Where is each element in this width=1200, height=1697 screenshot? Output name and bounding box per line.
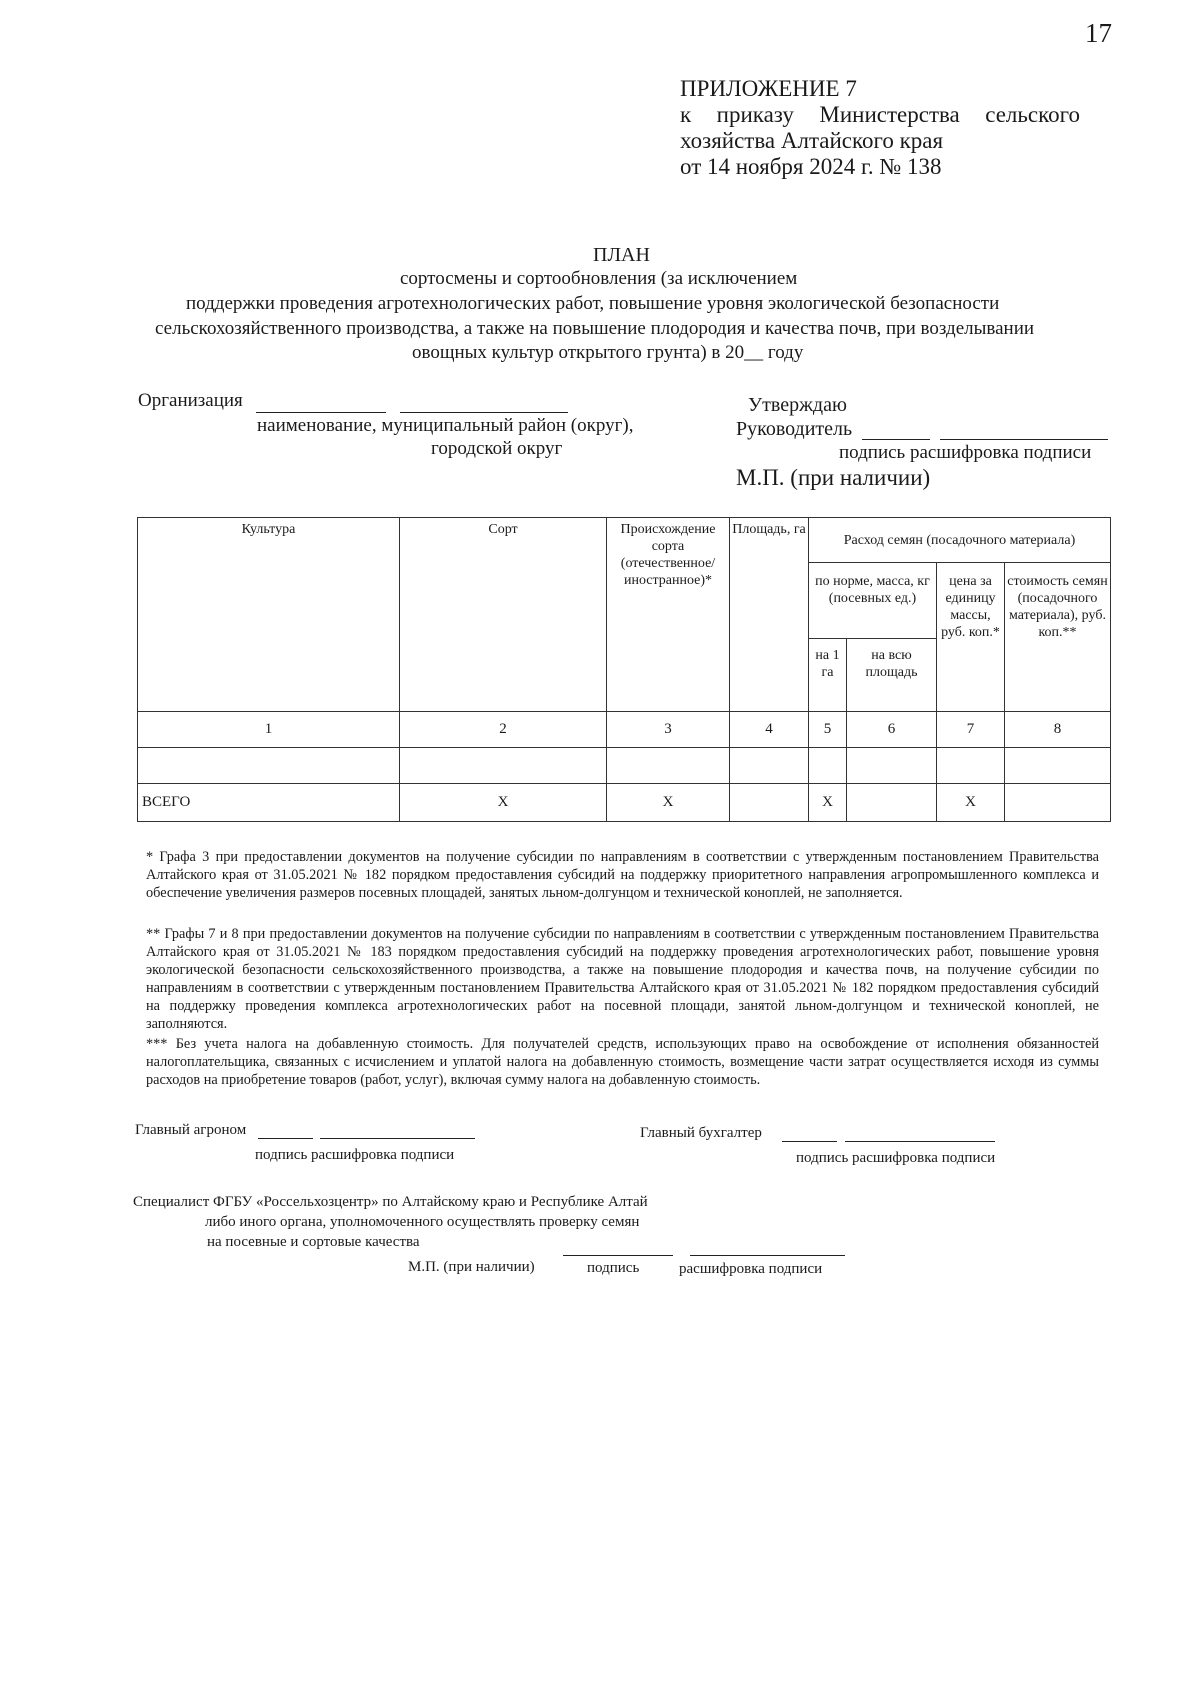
appendix-word: сельского (985, 102, 1080, 127)
header-origin: Происхождение сорта (отечественное/ иностранное)* (607, 518, 730, 712)
header-seed-consumption: Расход семян (посадочного материала) (809, 518, 1111, 563)
column-numbers-row (138, 712, 1111, 748)
head-signature-field[interactable] (862, 439, 930, 440)
table-cell[interactable] (730, 748, 809, 784)
total-cell: Х (937, 784, 1005, 822)
plan-subtitle-line: сельскохозяйственного производства, а также на повышение плодородия и качества почв, при возделывании (155, 318, 1035, 339)
total-label: ВСЕГО (138, 784, 400, 822)
organization-name-field[interactable] (256, 412, 386, 413)
accountant-hint: подпись расшифровка подписи (796, 1150, 996, 1166)
organization-hint: наименование, муниципальный район (округ), (257, 415, 634, 436)
table-cell[interactable] (607, 748, 730, 784)
total-cell[interactable] (730, 784, 809, 822)
approval-label: Утверждаю (748, 394, 847, 416)
accountant-label: Главный бухгалтер (640, 1125, 762, 1141)
footnote-1: * Графа 3 при предоставлении документов на получение субсидии по направлениям в соответствии с утвержденным постановлением Правительства Алтайского края от 31.05.2021 № 182 порядком предоставления субсидий на поддержку приоритетного направления агропромышленного комплекса и обеспечение увеличения размеров посевных площадей, занятых льном-долгунцом и технической коноплей, не заполняется. (146, 849, 1099, 901)
appendix-reference-line (680, 102, 1080, 128)
header-total-area: на всю площадь (847, 639, 937, 712)
table-cell[interactable] (1005, 748, 1111, 784)
total-cell[interactable] (847, 784, 937, 822)
appendix-word: к (680, 102, 692, 127)
organization-hint: городской округ (431, 438, 563, 459)
plan-title: ПЛАН (593, 244, 650, 266)
total-cell: Х (607, 784, 730, 822)
agronomist-hint: подпись расшифровка подписи (255, 1147, 455, 1163)
column-number: 1 (138, 712, 400, 748)
appendix-word: Министерства (819, 102, 960, 127)
table-cell[interactable] (847, 748, 937, 784)
column-number: 5 (809, 712, 847, 748)
organization-label: Организация (138, 390, 243, 411)
organization-district-field[interactable] (400, 412, 568, 413)
header-variety: Сорт (400, 518, 607, 712)
header-culture: Культура (138, 518, 400, 712)
specialist-label: Специалист ФГБУ «Россельхозцентр» по Алтайскому краю и Республике Алтай (133, 1194, 648, 1210)
appendix-reference-line: хозяйства Алтайского края (680, 128, 944, 153)
table-row (138, 748, 1111, 784)
specialist-sign-hint: подпись (587, 1260, 640, 1276)
footnote-3: *** Без учета налога на добавленную стоимость. Для получателей средств, использующих право на освобождение от исполнения обязанностей налогоплательщика, связанных с исчислением и уплатой налога на добавленную стоимость, возмещение части затрат осуществляется исходя из суммы расходов на приобретение товаров (работ, услуг), включая сумму налога на добавленную стоимость. (146, 1036, 1099, 1088)
header-per-ha: на 1 га (809, 639, 847, 712)
total-cell[interactable] (1005, 784, 1111, 822)
header-by-norm: по норме, масса, кг (посевных ед.) (809, 563, 937, 639)
agronomist-name-field[interactable] (320, 1138, 475, 1139)
specialist-label: на посевные и сортовые качества (207, 1234, 420, 1250)
agronomist-label: Главный агроном (135, 1122, 247, 1138)
header-area: Площадь, га (730, 518, 809, 712)
header-cost: стоимость семян (посадочного материала), руб. коп.** (1005, 563, 1111, 712)
specialist-name-field[interactable] (690, 1255, 845, 1256)
accountant-signature-field[interactable] (782, 1141, 837, 1142)
specialist-signature-field[interactable] (563, 1255, 673, 1256)
header-price: цена за единицу массы, руб. коп.* (937, 563, 1005, 712)
plan-subtitle-line: сортосмены и сортообновления (за исключением (400, 268, 798, 289)
table-cell[interactable] (400, 748, 607, 784)
total-cell: Х (400, 784, 607, 822)
column-number: 6 (847, 712, 937, 748)
specialist-label: либо иного органа, уполномоченного осуществлять проверку семян (205, 1214, 640, 1230)
appendix-title: ПРИЛОЖЕНИЕ 7 (680, 76, 857, 101)
specialist-decode-hint: расшифровка подписи (679, 1261, 823, 1277)
appendix-order-date: от 14 ноября 2024 г. № 138 (680, 154, 942, 179)
plan-subtitle-line: поддержки проведения агротехнологических работ, повышение уровня экологической безопасности (186, 293, 1000, 314)
column-number: 2 (400, 712, 607, 748)
page-number: 17 (1085, 18, 1112, 48)
specialist-stamp: М.П. (при наличии) (408, 1259, 535, 1275)
accountant-name-field[interactable] (845, 1141, 995, 1142)
table-cell[interactable] (809, 748, 847, 784)
table-cell[interactable] (138, 748, 400, 784)
stamp-note: М.П. (при наличии) (736, 465, 931, 490)
head-signature-hint: подпись расшифровка подписи (839, 442, 1092, 463)
head-name-field[interactable] (940, 439, 1108, 440)
column-number: 8 (1005, 712, 1111, 748)
seed-plan-table (137, 517, 1111, 822)
appendix-word: приказу (716, 102, 794, 127)
column-number: 3 (607, 712, 730, 748)
footnote-2: ** Графы 7 и 8 при предоставлении документов на получение субсидии по направлениям в соответствии с утвержденным постановлением Правительства Алтайского края от 31.05.2021 № 183 порядком предоставления субсидий на поддержку проведения агротехнологических работ, повышение уровня экологической безопасности сельскохозяйственного производства, а также на повышение плодородия и качества почв, на получение субсидии по направлениям в соответствии с утвержденным постановлением Правительства Алтайского края от 31.05.2021 № 182 порядком предоставления субсидий на поддержку проведения комплекса агротехнологических работ на посевной площади, занятой льном-долгунцом и технической коноплей, не заполняются. (146, 926, 1099, 1032)
column-number: 7 (937, 712, 1005, 748)
total-row (138, 784, 1111, 822)
total-cell: Х (809, 784, 847, 822)
plan-subtitle-line: овощных культур открытого грунта) в 20__ году (412, 342, 804, 363)
column-number: 4 (730, 712, 809, 748)
table-cell[interactable] (937, 748, 1005, 784)
head-label: Руководитель (736, 418, 853, 440)
agronomist-signature-field[interactable] (258, 1138, 313, 1139)
